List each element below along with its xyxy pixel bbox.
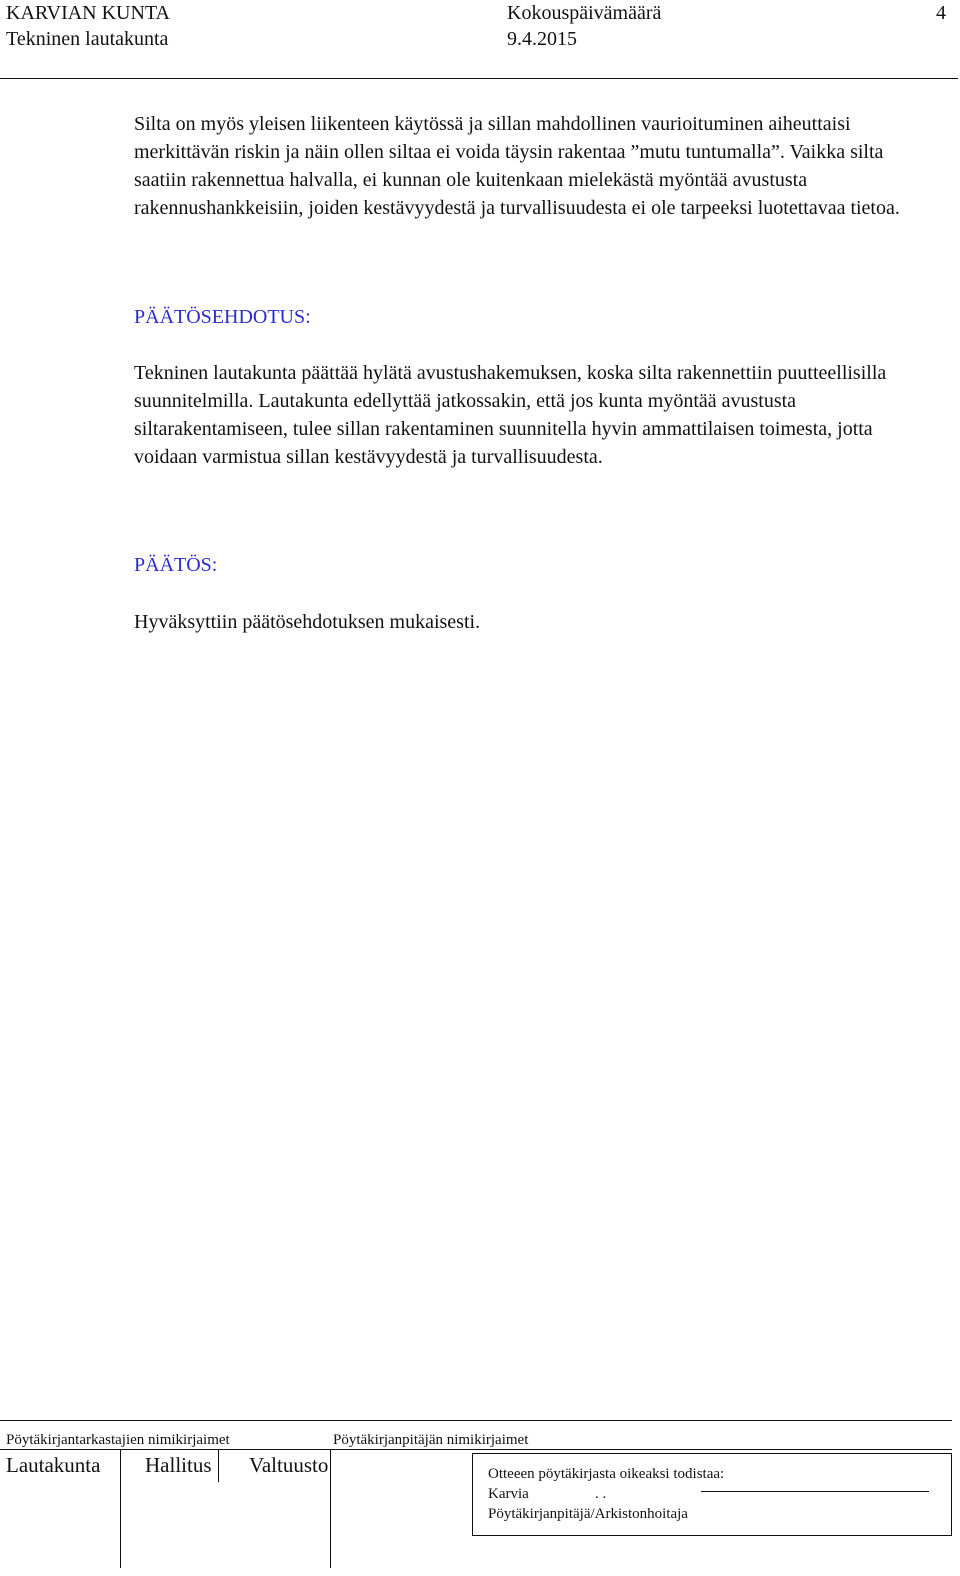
meeting-date-label: Kokouspäivämäärä [507,2,662,24]
municipality-name: KARVIAN KUNTA [6,2,171,24]
certification-place: Karvia [488,1486,529,1502]
column-separator [120,1450,121,1568]
certification-text: Otteeen pöytäkirjasta oikeaksi todistaa: [488,1466,725,1482]
board-name: Tekninen lautakunta [6,28,169,50]
decision-heading: PÄÄTÖS: [134,554,218,576]
proposal-text: Tekninen lautakunta päättää hylätä avustushakemuksen, koska silta rakennettiin puutteellisilla suunnitelmilla. Lautakunta edellyttää jatkossakin, että jos kunta myöntää avustusta siltarakentamiseen, tulee sillan rakentaminen suunnitella hyvin ammattilaisen toimesta, jotta voidaan varmistua sillan kestävyydestä ja turvallisuudesta. [134,362,887,468]
page-number: 4 [936,2,946,24]
certification-box [472,1453,952,1536]
inspectors-initials-label: Pöytäkirjantarkastajien nimikirjaimet [6,1432,230,1448]
column-hallitus: Hallitus [145,1453,212,1477]
intro-paragraph: Silta on myös yleisen liikenteen käytössä ja sillan mahdollinen vaurioituminen aiheuttaisi merkittävän riskin ja näin ollen siltaa ei voida täysin rakentaa ”mutu tuntumalla”. Vaikka silta saatiin rakennettua halvalla, ei kunnan ole kuitenkaan mielekästä myöntää avustusta rakennushankkeisiin, joiden kestävyydestä ja turvallisuudesta ei ole tarpeeksi luotettavaa tietoa. [134,113,900,219]
column-valtuusto: Valtuusto [249,1453,329,1477]
signature-line [701,1491,929,1492]
footer-divider-2 [0,1449,952,1450]
decision-text: Hyväksyttiin päätösehdotuksen mukaisesti. [134,611,481,633]
meeting-date: 9.4.2015 [507,28,577,50]
secretary-initials-label: Pöytäkirjanpitäjän nimikirjaimet [333,1432,529,1448]
footer-divider [0,1420,952,1421]
proposal-heading: PÄÄTÖSEHDOTUS: [134,306,311,328]
certification-role: Pöytäkirjanpitäjä/Arkistonhoitaja [488,1506,688,1522]
certification-date-dots: . . [595,1486,607,1502]
column-lautakunta: Lautakunta [6,1453,101,1477]
column-separator [330,1450,331,1568]
column-separator [218,1450,219,1482]
header-divider [0,78,958,79]
